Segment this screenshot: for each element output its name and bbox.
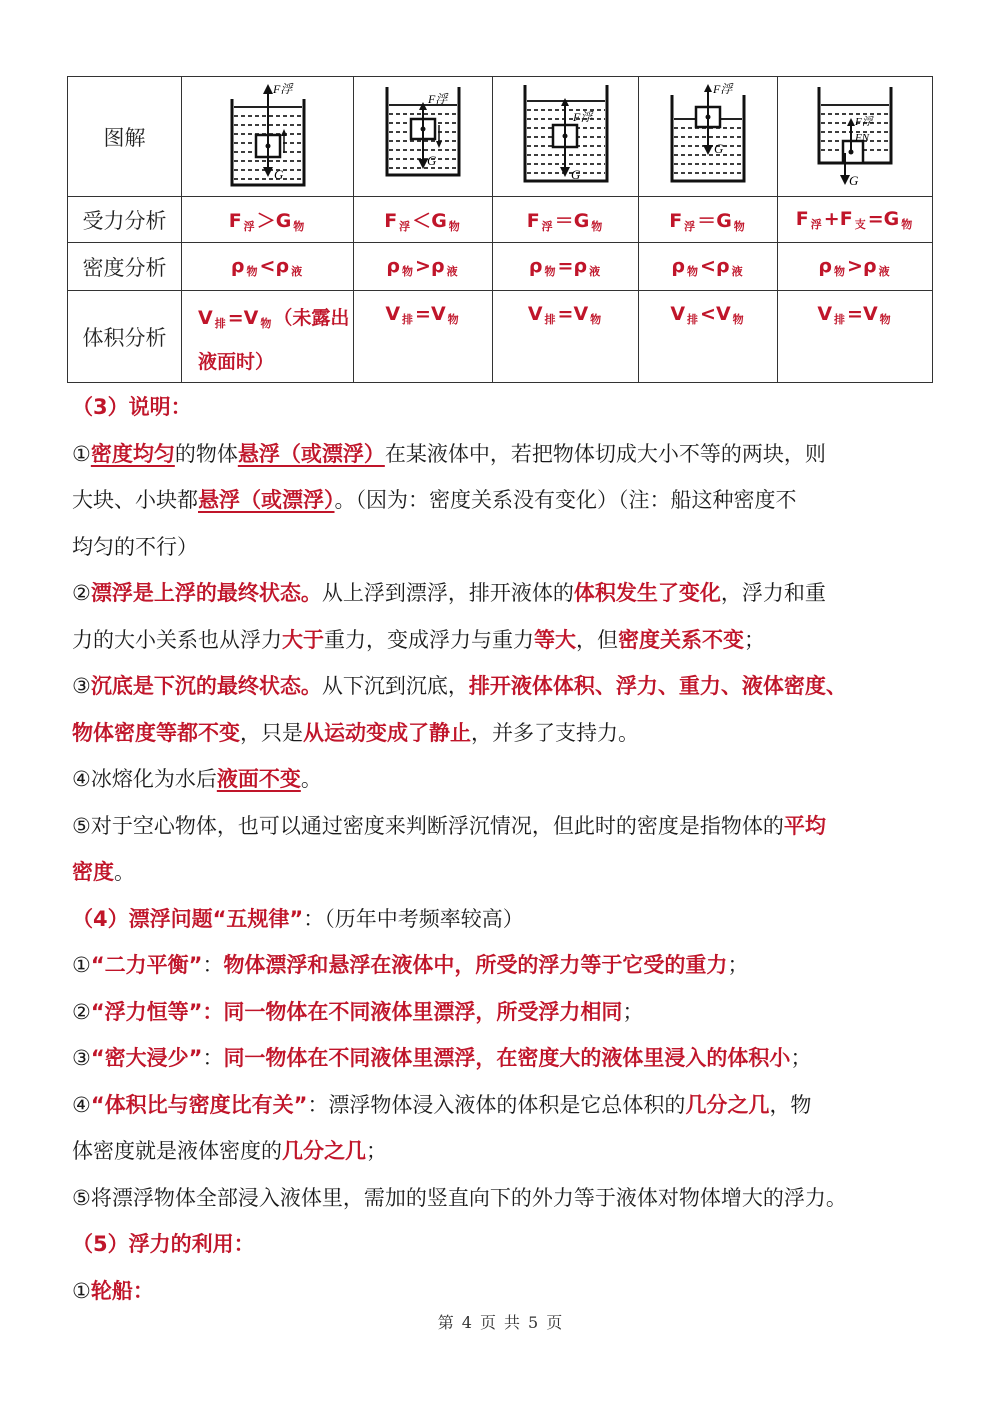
- row-label-volume: 体积分析: [68, 291, 182, 383]
- diagram-suspended: [493, 77, 639, 197]
- gravity-label: G: [570, 166, 580, 182]
- notes-body: [72, 384, 932, 1314]
- force-cell-2: F $_浮$ ＜G $_物$: [354, 197, 493, 243]
- volume-cell-3: V $_排$ =V $_物$: [493, 291, 639, 383]
- density-cell-4: ρ $_物$ <ρ $_液$: [639, 243, 778, 291]
- note-5-line-2: 密度。: [72, 860, 135, 884]
- note-3-line-1: ③沉底是下沉的最终状态。从下沉到沉底，排开液体体积、浮力、重力、液体密度、: [72, 674, 847, 698]
- row-force: [68, 197, 933, 243]
- row-volume: [68, 291, 933, 383]
- page-footer: 第 4 页 共 5 页: [437, 1313, 563, 1332]
- rule-4-line-1: ④“体积比与密度比有关”：漂浮物体浸入液体的体积是它总体积的几分之几，物: [72, 1092, 812, 1117]
- rule-3: ③“密大浸少”：同一物体在不同液体里漂浮，在密度大的液体里浸入的体积小；: [72, 1046, 812, 1070]
- note-1-line-1: ①密度均匀的物体悬浮（或漂浮）在某液体中，若把物体切成大小不等的两块，则: [72, 441, 826, 466]
- density-cell-2: ρ $_物$ >ρ $_液$: [354, 243, 493, 291]
- row-label-force: 受力分析: [68, 197, 182, 243]
- rule-5: ⑤将漂浮物体全部浸入液体里，需加的竖直向下的外力等于液体对物体增大的浮力。: [72, 1185, 847, 1210]
- force-cell-4: F $_浮$ ＝G $_物$: [639, 197, 778, 243]
- volume-cell-4: V $_排$ <V $_物$: [639, 291, 778, 383]
- buoyancy-label: F浮: [855, 115, 873, 128]
- diagram-sunk-bottom: [778, 77, 933, 197]
- note-5-line-1: ⑤对于空心物体，也可以通过密度来判断浮沉情况，但此时的密度是指物体的平均: [72, 813, 826, 838]
- row-label-diagram: 图解: [68, 77, 182, 197]
- buoyancy-label: F浮: [572, 109, 592, 124]
- force-cell-1: F $_浮$ ＞G $_物$: [182, 197, 354, 243]
- row-diagram: [68, 77, 933, 197]
- density-cell-5: ρ $_物$ >ρ $_液$: [778, 243, 933, 291]
- note-1-line-2: 大块、小块都悬浮（或漂浮）。（因为：密度关系没有变化）（注：船这种密度不: [72, 488, 797, 512]
- force-cell-5: F $_浮$ +F $_支$ =G $_物$: [778, 197, 933, 243]
- density-cell-3: ρ $_物$ =ρ $_液$: [493, 243, 639, 291]
- float-sink-table: [67, 76, 933, 383]
- row-density: [68, 243, 933, 291]
- gravity-label: G: [849, 172, 859, 188]
- buoyancy-arrow: [263, 84, 273, 94]
- section-4-heading: （4）漂浮问题“五规律”：（历年中考频率较高）: [72, 906, 524, 931]
- buoyancy-label: F浮: [713, 81, 733, 96]
- volume-cell-1: V $_排$ =V $_物$ （未露出液面时）: [182, 291, 354, 383]
- buoyancy-label: F浮: [272, 81, 292, 96]
- rule-2: ②“浮力恒等”：同一物体在不同液体里漂浮，所受浮力相同；: [72, 999, 644, 1024]
- volume-cell-2: V $_排$ =V $_物$: [354, 291, 493, 383]
- section-5-heading: （5）浮力的利用：: [72, 1232, 255, 1256]
- density-cell-1: ρ $_物$ <ρ $_液$: [182, 243, 354, 291]
- section-3-heading: （3）说明：: [72, 395, 192, 419]
- row-label-density: 密度分析: [68, 243, 182, 291]
- volume-cell-5: V $_排$ =V $_物$: [778, 291, 933, 383]
- rule-1: ①“二力平衡”：物体漂浮和悬浮在液体中，所受的浮力等于它受的重力；: [72, 953, 749, 977]
- support-label: FN: [855, 131, 870, 144]
- gravity-label: G: [273, 166, 283, 182]
- buoyancy-label: F浮: [428, 91, 448, 106]
- note-2-line-2: 力的大小关系也从浮力大于重力，变成浮力与重力等大，但密度关系不变；: [72, 627, 765, 652]
- force-cell-3: F $_浮$ ＝G $_物$: [493, 197, 639, 243]
- gravity-label: G: [427, 152, 437, 168]
- note-3-line-2: 物体密度等都不变，只是从运动变成了静止，并多了支持力。: [72, 720, 639, 745]
- note-4: ④冰熔化为水后液面不变。: [72, 767, 322, 791]
- diagram-sinking: [354, 77, 493, 197]
- gravity-arrow: [263, 167, 273, 177]
- use-1: ①轮船：: [72, 1278, 154, 1303]
- rule-4-line-2: 体密度就是液体密度的几分之几；: [72, 1139, 387, 1163]
- diagram-rising: [182, 77, 354, 197]
- note-1-line-3: 均匀的不行）: [72, 534, 198, 559]
- note-2-line-1: ②漂浮是上浮的最终状态。从上浮到漂浮，排开液体的体积发生了变化，浮力和重: [72, 581, 826, 605]
- diagram-floating: [639, 77, 778, 197]
- gravity-label: G: [714, 140, 724, 156]
